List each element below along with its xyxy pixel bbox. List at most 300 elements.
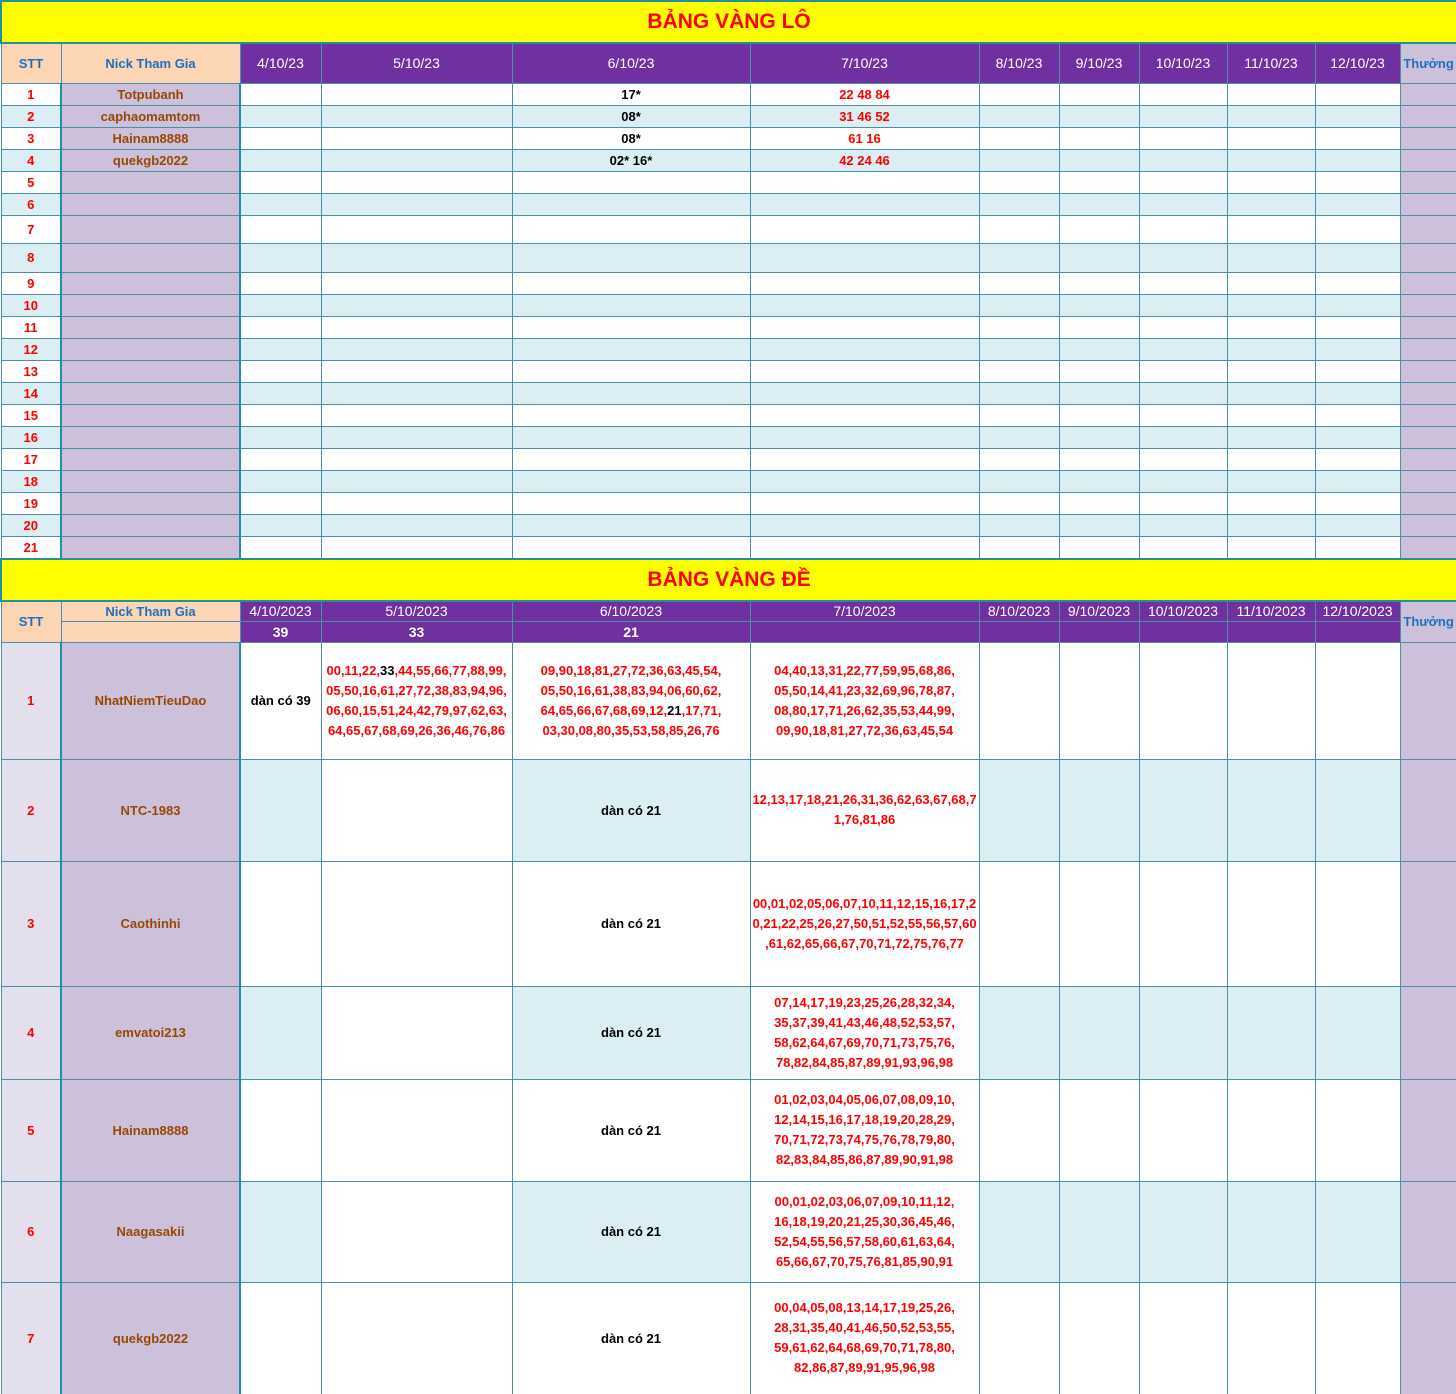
lo-cell-d10 <box>1139 171 1227 193</box>
lo-cell-d11 <box>1227 171 1315 193</box>
de-cell-d10 <box>1139 1181 1227 1282</box>
lo-cell-thuong <box>1400 83 1456 105</box>
lo-cell-thuong <box>1400 272 1456 294</box>
de-row-nick: NTC-1983 <box>61 759 240 861</box>
lo-row <box>1 448 1456 470</box>
lo-cell-d6 <box>512 470 750 492</box>
lo-header-date: 4/10/23 <box>240 43 321 83</box>
lo-row-nick <box>61 514 240 536</box>
lo-cell-d5 <box>321 470 512 492</box>
lo-header-date: 6/10/23 <box>512 43 750 83</box>
lo-cell-thuong <box>1400 294 1456 316</box>
lo-cell-d5 <box>321 171 512 193</box>
lo-cell-d8 <box>979 149 1059 171</box>
lo-cell-d4 <box>240 492 321 514</box>
lo-cell-d7 <box>750 492 979 514</box>
de-cell-d10 <box>1139 861 1227 986</box>
lo-row <box>1 426 1456 448</box>
lo-cell-d4 <box>240 272 321 294</box>
lo-cell-d4 <box>240 514 321 536</box>
de-header-date: 4/10/2023 <box>240 601 321 621</box>
de-body <box>1 642 1456 1394</box>
lo-cell-d4 <box>240 243 321 272</box>
lo-cell-d7: 22 48 84 <box>750 83 979 105</box>
de-result-row <box>1 621 1456 642</box>
de-cell-d12 <box>1315 1282 1400 1394</box>
de-cell-d9 <box>1059 642 1139 759</box>
lo-cell-d12 <box>1315 316 1400 338</box>
de-header-date: 6/10/2023 <box>512 601 750 621</box>
de-row-stt: 4 <box>1 986 61 1079</box>
lo-cell-d6 <box>512 360 750 382</box>
lo-row-nick <box>61 536 240 558</box>
lo-cell-d7 <box>750 426 979 448</box>
lo-table <box>0 0 1456 559</box>
lo-header-date: 12/10/23 <box>1315 43 1400 83</box>
lo-cell-thuong <box>1400 470 1456 492</box>
lo-cell-d11 <box>1227 316 1315 338</box>
de-cell-d7: 00,01,02,03,06,07,09,10,11,12, 16,18,19,20,21,25,30,36,45,46, 52,54,55,56,57,58,60,61,63,64, 65,66,67,70,75,76,81,85,90,91 <box>750 1181 979 1282</box>
lo-cell-d11 <box>1227 193 1315 215</box>
lo-cell-d9 <box>1059 360 1139 382</box>
lo-cell-d4 <box>240 215 321 243</box>
de-cell-d4 <box>240 1079 321 1181</box>
lo-cell-d9 <box>1059 105 1139 127</box>
de-title: BẢNG VÀNG ĐỀ <box>1 559 1456 601</box>
lo-row-nick: caphaomamtom <box>61 105 240 127</box>
lo-cell-d4 <box>240 338 321 360</box>
de-row <box>1 1079 1456 1181</box>
lo-cell-d12 <box>1315 360 1400 382</box>
lo-cell-d9 <box>1059 294 1139 316</box>
lo-row-nick <box>61 243 240 272</box>
lo-cell-d10 <box>1139 492 1227 514</box>
lo-cell-d5 <box>321 316 512 338</box>
lo-row-stt: 1 <box>1 83 61 105</box>
lo-cell-d4 <box>240 426 321 448</box>
lo-cell-d11 <box>1227 294 1315 316</box>
lo-row <box>1 492 1456 514</box>
lo-cell-d5 <box>321 382 512 404</box>
lo-cell-d8 <box>979 193 1059 215</box>
lo-cell-d11 <box>1227 514 1315 536</box>
lo-cell-d5 <box>321 492 512 514</box>
lo-cell-d7 <box>750 404 979 426</box>
lo-cell-d11 <box>1227 127 1315 149</box>
de-cell-d6: dàn có 21 <box>512 1282 750 1394</box>
lo-cell-d5 <box>321 243 512 272</box>
de-header-nick: Nick Tham Gia <box>61 601 240 621</box>
lo-cell-d8 <box>979 536 1059 558</box>
lo-cell-d12 <box>1315 83 1400 105</box>
de-header-date: 11/10/2023 <box>1227 601 1315 621</box>
lo-cell-d11 <box>1227 426 1315 448</box>
lo-cell-d12 <box>1315 171 1400 193</box>
number-fragment: 21 <box>667 702 682 718</box>
lo-cell-d5 <box>321 149 512 171</box>
lo-cell-d8 <box>979 404 1059 426</box>
lo-header-date: 9/10/23 <box>1059 43 1139 83</box>
de-row <box>1 642 1456 759</box>
lo-row-nick <box>61 338 240 360</box>
lo-cell-d6 <box>512 338 750 360</box>
lo-cell-d4 <box>240 316 321 338</box>
lo-cell-d12 <box>1315 149 1400 171</box>
lo-row-nick <box>61 294 240 316</box>
lo-cell-d11 <box>1227 536 1315 558</box>
lo-header-row <box>1 43 1456 83</box>
de-cell-thuong <box>1400 1079 1456 1181</box>
lo-cell-d7 <box>750 514 979 536</box>
lo-cell-d7 <box>750 470 979 492</box>
lo-cell-thuong <box>1400 404 1456 426</box>
lo-cell-d12 <box>1315 470 1400 492</box>
de-cell-d4: dàn có 39 <box>240 642 321 759</box>
de-result <box>1227 621 1315 642</box>
de-cell-thuong <box>1400 642 1456 759</box>
lo-cell-d9 <box>1059 448 1139 470</box>
lo-header-stt: STT <box>1 43 61 83</box>
lo-cell-d7 <box>750 243 979 272</box>
lo-cell-d9 <box>1059 426 1139 448</box>
de-cell-thuong <box>1400 861 1456 986</box>
lo-row-stt: 16 <box>1 426 61 448</box>
lo-cell-d5 <box>321 272 512 294</box>
lo-header-thuong: Thưởng <box>1400 43 1456 83</box>
de-cell-d8 <box>979 861 1059 986</box>
lo-header-date: 7/10/23 <box>750 43 979 83</box>
lo-cell-d12 <box>1315 382 1400 404</box>
de-row <box>1 1181 1456 1282</box>
lo-cell-d7 <box>750 294 979 316</box>
lo-cell-d4 <box>240 470 321 492</box>
number-fragment: 09,90,18,81,27,72,36,63,45,54, 05,50,16,61,38,83,94,06,60,62, 64,65,66,67,68,69,12, <box>540 662 722 718</box>
lo-cell-d8 <box>979 243 1059 272</box>
lo-cell-d11 <box>1227 360 1315 382</box>
lo-cell-d10 <box>1139 514 1227 536</box>
lo-cell-d9 <box>1059 404 1139 426</box>
de-cell-d8 <box>979 1181 1059 1282</box>
lo-cell-d12 <box>1315 105 1400 127</box>
de-cell-d5 <box>321 1282 512 1394</box>
lo-cell-d10 <box>1139 294 1227 316</box>
lo-row-nick <box>61 448 240 470</box>
lo-row <box>1 243 1456 272</box>
lo-row <box>1 514 1456 536</box>
de-row <box>1 1282 1456 1394</box>
de-row <box>1 861 1456 986</box>
lo-row <box>1 193 1456 215</box>
lo-row-stt: 7 <box>1 215 61 243</box>
lo-cell-d8 <box>979 105 1059 127</box>
lo-cell-d6 <box>512 426 750 448</box>
de-row <box>1 986 1456 1079</box>
de-cell-d6: dàn có 21 <box>512 1181 750 1282</box>
lo-cell-d7: 61 16 <box>750 127 979 149</box>
de-cell-d6: dàn có 21 <box>512 986 750 1079</box>
lo-cell-d8 <box>979 171 1059 193</box>
de-row <box>1 759 1456 861</box>
lo-row-stt: 11 <box>1 316 61 338</box>
de-row-nick: Hainam8888 <box>61 1079 240 1181</box>
lo-row <box>1 360 1456 382</box>
lo-cell-d8 <box>979 215 1059 243</box>
de-header-thuong: Thưởng <box>1400 601 1456 642</box>
de-row-stt: 3 <box>1 861 61 986</box>
lo-cell-d8 <box>979 127 1059 149</box>
lo-cell-d7 <box>750 316 979 338</box>
lo-cell-d8 <box>979 514 1059 536</box>
lo-cell-d11 <box>1227 149 1315 171</box>
lo-row-stt: 8 <box>1 243 61 272</box>
lo-cell-d4 <box>240 382 321 404</box>
lo-cell-d9 <box>1059 243 1139 272</box>
lo-cell-d10 <box>1139 404 1227 426</box>
lo-cell-d9 <box>1059 149 1139 171</box>
lo-cell-d10 <box>1139 426 1227 448</box>
lo-row-nick <box>61 171 240 193</box>
lo-cell-d11 <box>1227 404 1315 426</box>
de-header-date: 10/10/2023 <box>1139 601 1227 621</box>
lo-row-stt: 2 <box>1 105 61 127</box>
de-header-date: 8/10/2023 <box>979 601 1059 621</box>
lo-cell-thuong <box>1400 360 1456 382</box>
de-table <box>0 558 1456 1394</box>
de-cell-d4 <box>240 986 321 1079</box>
lo-cell-thuong <box>1400 448 1456 470</box>
de-cell-d7: 04,40,13,31,22,77,59,95,68,86, 05,50,14,41,23,32,69,96,78,87, 08,80,17,71,26,62,35,53,44,99, 09,90,18,81,27,72,36,63,45,54 <box>750 642 979 759</box>
de-result <box>1315 621 1400 642</box>
lo-cell-thuong <box>1400 514 1456 536</box>
lo-cell-d8 <box>979 360 1059 382</box>
lo-cell-d12 <box>1315 338 1400 360</box>
de-result <box>1139 621 1227 642</box>
lo-cell-d11 <box>1227 243 1315 272</box>
de-cell-d10 <box>1139 642 1227 759</box>
lo-cell-d4 <box>240 83 321 105</box>
lo-cell-d4 <box>240 105 321 127</box>
lo-row-nick <box>61 215 240 243</box>
de-cell-d11 <box>1227 642 1315 759</box>
lo-row-stt: 9 <box>1 272 61 294</box>
lo-cell-d5 <box>321 426 512 448</box>
lo-cell-d6 <box>512 536 750 558</box>
lo-cell-d6 <box>512 492 750 514</box>
lo-cell-d9 <box>1059 536 1139 558</box>
de-cell-d6 <box>512 642 750 759</box>
de-cell-d7: 07,14,17,19,23,25,26,28,32,34, 35,37,39,41,43,46,48,52,53,57, 58,62,64,67,69,70,71,73,75,76, 78,82,84,85,87,89,91,93,96,98 <box>750 986 979 1079</box>
de-cell-d12 <box>1315 861 1400 986</box>
lo-cell-d5 <box>321 360 512 382</box>
lo-row <box>1 536 1456 558</box>
de-row-stt: 1 <box>1 642 61 759</box>
lo-cell-d10 <box>1139 105 1227 127</box>
de-cell-d6: dàn có 21 <box>512 1079 750 1181</box>
lo-cell-thuong <box>1400 215 1456 243</box>
de-cell-d5 <box>321 1181 512 1282</box>
lo-row-stt: 21 <box>1 536 61 558</box>
de-cell-d11 <box>1227 1282 1315 1394</box>
lo-cell-d5 <box>321 338 512 360</box>
lo-cell-d4 <box>240 127 321 149</box>
de-row-stt: 6 <box>1 1181 61 1282</box>
de-result: 39 <box>240 621 321 642</box>
lo-cell-thuong <box>1400 426 1456 448</box>
lo-cell-d10 <box>1139 215 1227 243</box>
lo-row <box>1 272 1456 294</box>
de-cell-d5 <box>321 642 512 759</box>
de-cell-d8 <box>979 986 1059 1079</box>
lo-cell-d9 <box>1059 193 1139 215</box>
lo-row <box>1 127 1456 149</box>
de-cell-thuong <box>1400 759 1456 861</box>
lo-cell-d10 <box>1139 127 1227 149</box>
lo-cell-d12 <box>1315 127 1400 149</box>
lo-cell-d9 <box>1059 470 1139 492</box>
lo-row <box>1 338 1456 360</box>
lo-cell-d10 <box>1139 83 1227 105</box>
lo-cell-d5 <box>321 215 512 243</box>
lo-row-stt: 3 <box>1 127 61 149</box>
lo-cell-d11 <box>1227 83 1315 105</box>
lo-cell-thuong <box>1400 171 1456 193</box>
lo-cell-d7 <box>750 272 979 294</box>
lo-cell-d4 <box>240 171 321 193</box>
lo-cell-d7 <box>750 215 979 243</box>
lo-cell-d12 <box>1315 448 1400 470</box>
de-cell-d7: 12,13,17,18,21,26,31,36,62,63,67,68,7 1,76,81,86 <box>750 759 979 861</box>
de-cell-thuong <box>1400 1282 1456 1394</box>
lo-cell-d8 <box>979 338 1059 360</box>
number-fragment: ,44,55,66,77,88,99, 05,50,16,61,27,72,38,83,94,96, 06,60,15,51,24,42,79,97,62,63, 64,65,67,68,69,26,36,46,76,86 <box>326 662 507 738</box>
lo-row-nick: quekgb2022 <box>61 149 240 171</box>
lo-row-stt: 17 <box>1 448 61 470</box>
lo-row <box>1 105 1456 127</box>
lo-row <box>1 83 1456 105</box>
lo-cell-thuong <box>1400 316 1456 338</box>
de-cell-d9 <box>1059 759 1139 861</box>
lo-row <box>1 149 1456 171</box>
lo-row <box>1 294 1456 316</box>
lo-cell-d8 <box>979 470 1059 492</box>
de-cell-d11 <box>1227 861 1315 986</box>
lo-cell-d10 <box>1139 272 1227 294</box>
lo-cell-d8 <box>979 382 1059 404</box>
lo-cell-d10 <box>1139 382 1227 404</box>
lo-cell-d12 <box>1315 193 1400 215</box>
de-cell-d12 <box>1315 986 1400 1079</box>
lo-cell-d11 <box>1227 470 1315 492</box>
de-cell-d4 <box>240 759 321 861</box>
lo-cell-d7 <box>750 382 979 404</box>
lo-cell-d11 <box>1227 272 1315 294</box>
lo-cell-d4 <box>240 404 321 426</box>
lo-row-stt: 4 <box>1 149 61 171</box>
lo-cell-d12 <box>1315 243 1400 272</box>
de-cell-d6: dàn có 21 <box>512 861 750 986</box>
lo-row-stt: 20 <box>1 514 61 536</box>
lo-cell-d9 <box>1059 272 1139 294</box>
lo-cell-d6 <box>512 215 750 243</box>
lo-row-nick <box>61 404 240 426</box>
lo-cell-d7 <box>750 338 979 360</box>
lo-cell-d6 <box>512 448 750 470</box>
de-result <box>1059 621 1139 642</box>
de-header-nick-blank <box>61 621 240 642</box>
lo-cell-d9 <box>1059 338 1139 360</box>
lo-row-nick <box>61 492 240 514</box>
lo-title: BẢNG VÀNG LÔ <box>1 1 1456 43</box>
lo-row-stt: 10 <box>1 294 61 316</box>
de-cell-d11 <box>1227 759 1315 861</box>
lo-row-nick <box>61 316 240 338</box>
lo-body <box>1 83 1456 558</box>
de-header-date: 12/10/2023 <box>1315 601 1400 621</box>
lo-cell-thuong <box>1400 243 1456 272</box>
lo-header-date: 5/10/23 <box>321 43 512 83</box>
lo-cell-d6 <box>512 382 750 404</box>
lo-header-date: 11/10/23 <box>1227 43 1315 83</box>
number-fragment: 33 <box>379 662 395 678</box>
lo-cell-d8 <box>979 492 1059 514</box>
de-cell-thuong <box>1400 1181 1456 1282</box>
lo-row-nick <box>61 470 240 492</box>
lo-cell-d10 <box>1139 470 1227 492</box>
lo-cell-d5 <box>321 193 512 215</box>
de-cell-d4 <box>240 861 321 986</box>
de-row-stt: 7 <box>1 1282 61 1394</box>
lo-cell-d4 <box>240 536 321 558</box>
lo-row-stt: 13 <box>1 360 61 382</box>
lo-cell-d10 <box>1139 448 1227 470</box>
de-cell-d7: 00,01,02,05,06,07,10,11,12,15,16,17,2 0,21,22,25,26,27,50,51,52,55,56,57,60 ,61,62,65,66,67,70,71,72,75,76,77 <box>750 861 979 986</box>
lo-row <box>1 316 1456 338</box>
de-result: 33 <box>321 621 512 642</box>
lo-cell-d7 <box>750 171 979 193</box>
lo-cell-d12 <box>1315 272 1400 294</box>
lo-cell-d5 <box>321 127 512 149</box>
de-cell-d11 <box>1227 986 1315 1079</box>
lo-cell-d6 <box>512 294 750 316</box>
lo-cell-d5 <box>321 83 512 105</box>
lo-cell-d8 <box>979 448 1059 470</box>
lo-cell-d11 <box>1227 382 1315 404</box>
lo-cell-d10 <box>1139 360 1227 382</box>
de-header-row <box>1 601 1456 621</box>
de-result <box>979 621 1059 642</box>
lo-cell-d9 <box>1059 83 1139 105</box>
lo-cell-d8 <box>979 272 1059 294</box>
lo-cell-d11 <box>1227 338 1315 360</box>
de-cell-d9 <box>1059 1282 1139 1394</box>
lo-cell-d7 <box>750 360 979 382</box>
lo-cell-d8 <box>979 294 1059 316</box>
lo-row <box>1 382 1456 404</box>
de-row-nick: emvatoi213 <box>61 986 240 1079</box>
lo-cell-d12 <box>1315 514 1400 536</box>
de-cell-d12 <box>1315 642 1400 759</box>
lo-cell-d8 <box>979 83 1059 105</box>
lo-cell-d6 <box>512 272 750 294</box>
lo-cell-d9 <box>1059 127 1139 149</box>
lo-cell-d12 <box>1315 215 1400 243</box>
de-cell-d5 <box>321 759 512 861</box>
lo-cell-d9 <box>1059 215 1139 243</box>
de-cell-d8 <box>979 1079 1059 1181</box>
de-row-nick: Naagasakii <box>61 1181 240 1282</box>
lo-cell-thuong <box>1400 127 1456 149</box>
lo-cell-d4 <box>240 294 321 316</box>
